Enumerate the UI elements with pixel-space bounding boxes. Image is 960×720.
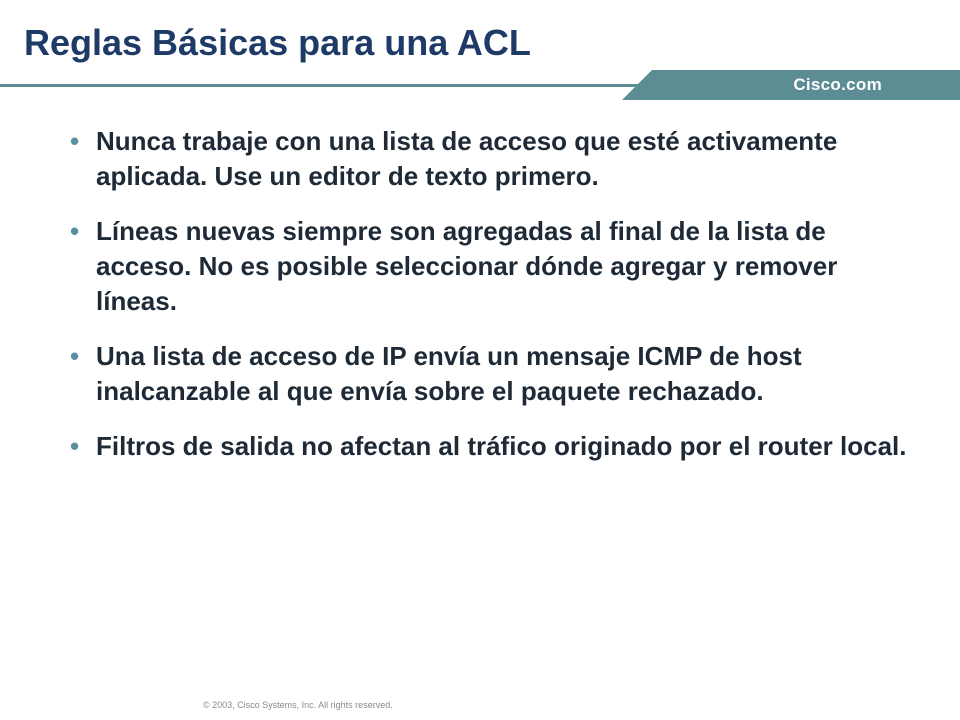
bullet-dot-icon: • (70, 341, 80, 371)
bullet-dot-icon: • (70, 431, 80, 461)
bullet-text: Una lista de acceso de IP envía un mensaje ICMP de host inalcanzable al que envía sobre el paquete rechazado. (96, 341, 802, 406)
bullet-dot-icon: • (70, 216, 80, 246)
cisco-brand-label: Cisco.com (793, 75, 882, 94)
bullet-item (70, 124, 910, 194)
bullet-text: Filtros de salida no afectan al tráfico originado por el router local. (96, 431, 907, 461)
header-band-tab (622, 70, 960, 100)
bullet-item (70, 214, 910, 319)
bullet-item (70, 339, 910, 409)
bullet-item (70, 429, 910, 464)
bullet-text: Líneas nuevas siempre son agregadas al final de la lista de acceso. No es posible seleccionar dónde agregar y remover líneas. (96, 216, 838, 316)
bullet-text: Nunca trabaje con una lista de acceso que esté activamente aplicada. Use un editor de texto primero. (96, 126, 838, 191)
bullet-dot-icon: • (70, 126, 80, 156)
slide-title: Reglas Básicas para una ACL (24, 22, 531, 63)
bullet-list (70, 124, 910, 484)
copyright-notice: © 2003, Cisco Systems, Inc. All rights reserved. (203, 700, 393, 710)
